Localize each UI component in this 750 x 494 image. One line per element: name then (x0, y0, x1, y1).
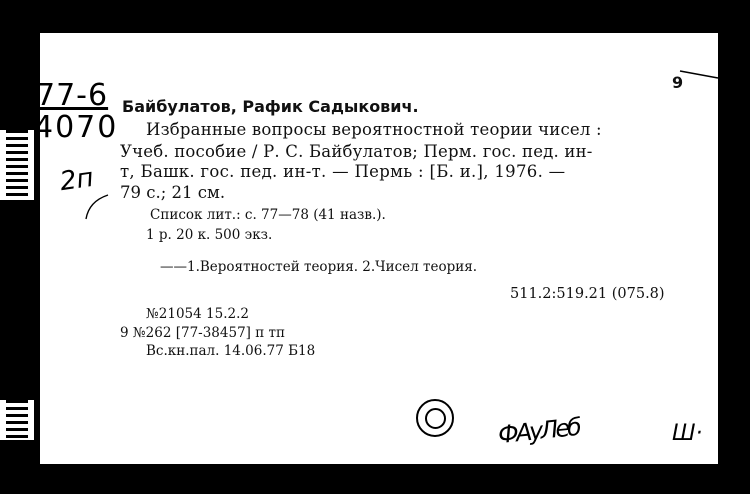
registration-line-3: Вс.кн.пал. 14.06.77 Б18 (146, 343, 316, 359)
call-number: 77-6 (36, 78, 109, 113)
title-line-4: 79 с.; 21 см. (120, 183, 226, 202)
price-note: 1 р. 20 к. 500 экз. (146, 227, 273, 243)
corner-number: 9 (672, 73, 684, 92)
handwritten-margin-note: 2п (58, 162, 96, 198)
title-line-1: Избранные вопросы вероятностной теории чисел : (146, 120, 602, 139)
inventory-number: 4070 (34, 110, 119, 145)
bibliography-note: Список лит.: с. 77—78 (41 назв.). (150, 207, 386, 223)
handwritten-signature: ФАуЛеб (496, 412, 581, 450)
catalog-card (34, 33, 718, 464)
edge-strip (0, 130, 34, 200)
title-line-3: т, Башк. гос. пед. ин-т. — Пермь : [Б. и.], 1976. — (120, 162, 566, 181)
udc-code: 511.2:519.21 (075.8) (510, 286, 665, 302)
title-line-2: Учеб. пособие / Р. С. Байбулатов; Перм. гос. пед. ин- (120, 142, 593, 161)
registration-line-1: №21054 15.2.2 (146, 306, 249, 322)
author-heading: Байбулатов, Рафик Садыкович. (122, 97, 419, 116)
registration-line-2: 9 №262 [77-38457] п тп (120, 325, 285, 341)
handwritten-right-mark: Ш· (672, 421, 703, 446)
margin-stroke (82, 193, 112, 223)
library-stamp (416, 399, 454, 437)
edge-strip-lower (0, 400, 34, 440)
corner-stroke (678, 67, 722, 81)
subject-headings: ——1.Вероятностей теория. 2.Чисел теория. (160, 259, 478, 275)
